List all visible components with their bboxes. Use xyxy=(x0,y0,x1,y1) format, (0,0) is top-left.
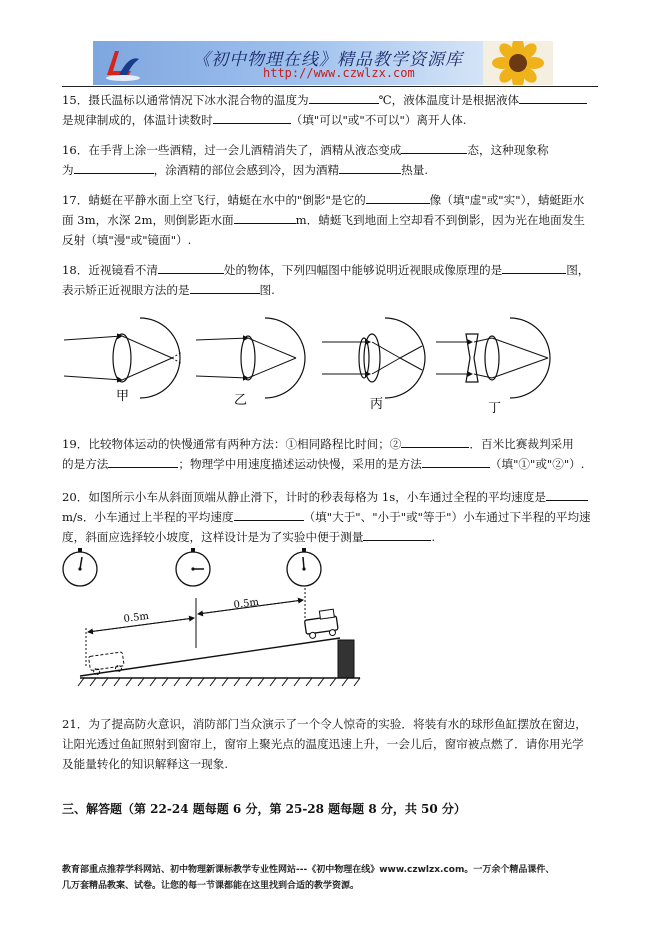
q17-text-2: 像（填"虚"或"实"），蜻蜓距水 xyxy=(429,193,585,207)
q16-text-4: ，涂酒精的部位会感到冷，因为酒精 xyxy=(153,163,340,177)
q21-line-3: 及能量转化的知识解释这一现象. xyxy=(62,757,228,771)
question-20 xyxy=(62,487,598,547)
label-yi: 乙 xyxy=(234,393,248,408)
q20-text-2: m/s．小车通过上半程的平均速度 xyxy=(62,510,234,524)
q16-text-5: 热量. xyxy=(401,163,428,177)
banner-url: http://www.czwlzx.com xyxy=(263,66,415,80)
page-footer xyxy=(62,862,602,894)
header-banner xyxy=(93,41,553,85)
q17-text-3: 面 3m，水深 2m，则倒影距水面 xyxy=(62,213,234,227)
q19-blank-3[interactable] xyxy=(422,455,490,468)
distance-label-2: 0.5m xyxy=(233,596,260,611)
stopwatch-middle-icon xyxy=(176,548,210,586)
q18-text-3: 图， xyxy=(566,263,590,277)
question-21 xyxy=(62,714,598,774)
eye-diagram-ding xyxy=(436,318,550,398)
question-15 xyxy=(62,90,598,130)
incline-diagram xyxy=(60,548,370,688)
question-18 xyxy=(62,260,598,300)
eye-diagram-jia xyxy=(64,318,182,398)
q16-text-2: 态，这种现象称 xyxy=(467,143,549,157)
q18-text-5: 图. xyxy=(259,283,275,297)
banner-title: 《初中物理在线》精品教学资源库 xyxy=(193,50,463,70)
q20-text-4: 度，斜面应选择较小坡度，这样设计是为了实验中便于测量 xyxy=(62,530,364,544)
stopwatch-end-icon xyxy=(287,548,321,586)
q19-blank-2[interactable] xyxy=(108,455,178,468)
q15-text-2: ℃，液体温度计是根据液体 xyxy=(378,93,520,107)
section-3-heading: 三、解答题（第 22-24 题每题 6 分，第 25-28 题每题 8 分，共 50 分） xyxy=(62,802,466,816)
q17-text-4: m．蜻蜓飞到地面上空却看不到倒影，因为光在地面发生 xyxy=(295,213,585,227)
label-jia: 甲 xyxy=(116,389,130,404)
q16-text-1: 16．在手背上涂一些酒精，过一会儿酒精消失了，酒精从液态变成 xyxy=(62,143,402,157)
header-rule xyxy=(62,86,598,87)
distance-label-1: 0.5m xyxy=(123,610,150,625)
q20-blank-1[interactable] xyxy=(546,488,588,501)
q17-blank-1[interactable] xyxy=(366,191,430,204)
q17-text-5: 反射（填"漫"或"镜面"）. xyxy=(62,233,192,247)
q20-blank-2[interactable] xyxy=(234,508,304,521)
question-16 xyxy=(62,140,598,180)
question-17 xyxy=(62,190,598,250)
label-ding: 丁 xyxy=(488,401,502,416)
q16-blank-3[interactable] xyxy=(339,161,401,174)
q19-text-5: （填"①"或"②"）. xyxy=(489,457,585,471)
q15-blank-1[interactable] xyxy=(309,91,379,104)
q18-blank-3[interactable] xyxy=(190,281,260,294)
eye-diagrams xyxy=(60,312,580,422)
q20-text-1: 20．如图所示小车从斜面顶端从静止滑下，计时的秒表每格为 1s，小车通过全程的平均速度是 xyxy=(62,490,546,504)
site-logo-icon xyxy=(101,45,141,83)
q18-blank-2[interactable] xyxy=(502,261,566,274)
question-19 xyxy=(62,434,598,474)
q17-text-1: 17．蜻蜓在平静水面上空飞行，蜻蜓在水中的"倒影"是它的 xyxy=(62,193,366,207)
q15-text-3: 是规律制成的，体温计读数时 xyxy=(62,113,213,127)
q17-blank-2[interactable] xyxy=(234,211,296,224)
stopwatch-start-icon xyxy=(63,548,97,586)
sunflower-icon xyxy=(483,41,553,85)
q15-text-1: 15．摄氏温标以通常情况下冰水混合物的温度为 xyxy=(62,93,309,107)
eye-diagram-yi xyxy=(196,318,305,398)
q15-blank-3[interactable] xyxy=(213,111,291,124)
q19-text-3: 的是方法 xyxy=(62,457,109,471)
q19-text-4: ；物理学中用速度描述运动快慢，采用的是方法 xyxy=(178,457,422,471)
q15-text-4: （填"可以"或"不可以"）离开人体. xyxy=(290,113,467,127)
q16-blank-1[interactable] xyxy=(401,141,467,154)
q21-line-2: 让阳光透过鱼缸照射到窗帘上，窗帘上聚光点的温度迅速上升，一会儿后，窗帘被点燃了．请你用光学 xyxy=(62,737,584,751)
q18-text-4: 表示矫正近视眼方法的是 xyxy=(62,283,190,297)
q18-text-2: 处的物体，下列四幅图中能够说明近视眼成像原理的是 xyxy=(223,263,503,277)
q18-text-1: 18．近视镜看不清 xyxy=(62,263,158,277)
q18-blank-1[interactable] xyxy=(158,261,224,274)
cart-top-icon xyxy=(304,609,339,639)
q19-text-2: ．百米比赛裁判采用 xyxy=(469,437,574,451)
label-bing: 丙 xyxy=(370,397,384,412)
q20-blank-3[interactable] xyxy=(363,528,431,541)
q20-text-3: （填"大于"、"小于"或"等于"）小车通过下半程的平均速 xyxy=(303,510,591,524)
q19-text-1: 19．比较物体运动的快慢通常有两种方法：①相同路程比时间；② xyxy=(62,437,402,451)
q15-blank-2[interactable] xyxy=(519,91,587,104)
q19-blank-1[interactable] xyxy=(401,435,469,448)
eye-diagram-bing xyxy=(322,318,425,398)
q16-text-3: 为 xyxy=(62,163,74,177)
q16-blank-2[interactable] xyxy=(74,161,154,174)
footer-line-1: 教育部重点推荐学科网站、初中物理新课标教学专业性网站---《初中物理在线》www.czwlzx.com。一万余个精品课件、 xyxy=(62,865,555,875)
q21-line-1: 21．为了提高防火意识，消防部门当众演示了一个令人惊奇的实验．将装有水的球形鱼缸摆放在窗边， xyxy=(62,717,587,731)
footer-line-2: 几万套精品教案、试卷。让您的每一节课都能在这里找到合适的教学资源。 xyxy=(62,881,360,891)
q20-text-5: . xyxy=(431,530,436,544)
